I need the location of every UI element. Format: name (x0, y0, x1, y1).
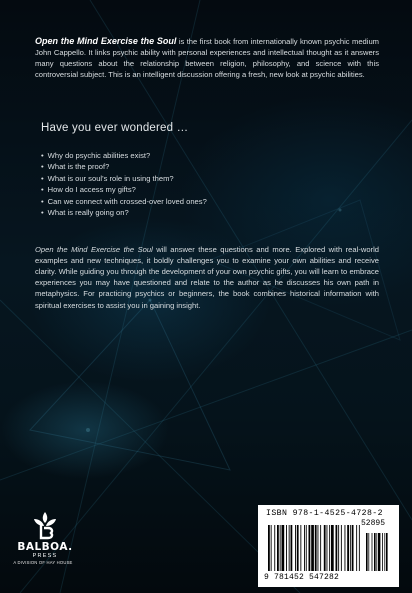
list-item: • Why do psychic abilities exist? (41, 150, 207, 161)
book-title-inline: Open the Mind Exercise the Soul (35, 244, 153, 254)
book-title: Open the Mind Exercise the Soul (35, 35, 177, 46)
questions-list (41, 150, 207, 218)
barcode-bars (268, 525, 390, 573)
list-item: • Can we connect with crossed-over loved ones? (41, 196, 207, 207)
questions-heading: Have you ever wondered … (41, 122, 189, 134)
closing-text: will answer these questions and more. Explored with real-world examples and new techniques, it boldly challenges you to examine your own abilities and receive clarity. While guiding you through the development of your own psychic gifts, you will learn to embrace experiences you may have questioned and relate to the author as he discusses his own path in metaphysics. For practicing psychics or beginners, the book combines historical information with spiritual exercises to assist you in gaining insight. (35, 244, 379, 310)
list-item: • What is really going on? (41, 207, 207, 218)
publisher-logo (10, 510, 80, 584)
publisher-sub: PRESS (32, 553, 58, 559)
intro-paragraph (35, 36, 379, 81)
lotus-b-logo-icon (30, 510, 60, 540)
publisher-name: BALBOA. (17, 541, 73, 553)
closing-paragraph (35, 244, 379, 311)
list-item: • What is our soul's role in using them? (41, 173, 207, 184)
price-code: 52895 (361, 519, 386, 528)
list-item: • What is the proof? (41, 161, 207, 172)
isbn-text: ISBN 978-1-4525-4728-2 (266, 509, 383, 518)
isbn-barcode (258, 505, 399, 587)
intro-text: is the first book from internationally known psychic medium John Cappello. It links psychic ability with personal experiences and intellectual thought as it answers many questions about the relationship between religion, philosophy, and science with this controversial subject. This is an intelligent discussion offering a fresh, new look at psychic abilities. (35, 36, 380, 80)
list-item: • How do I access my gifts? (41, 184, 207, 195)
barcode-digits: 9 781452 547282 (264, 573, 340, 582)
publisher-division: A DIVISION OF HAY HOUSE (13, 560, 73, 565)
